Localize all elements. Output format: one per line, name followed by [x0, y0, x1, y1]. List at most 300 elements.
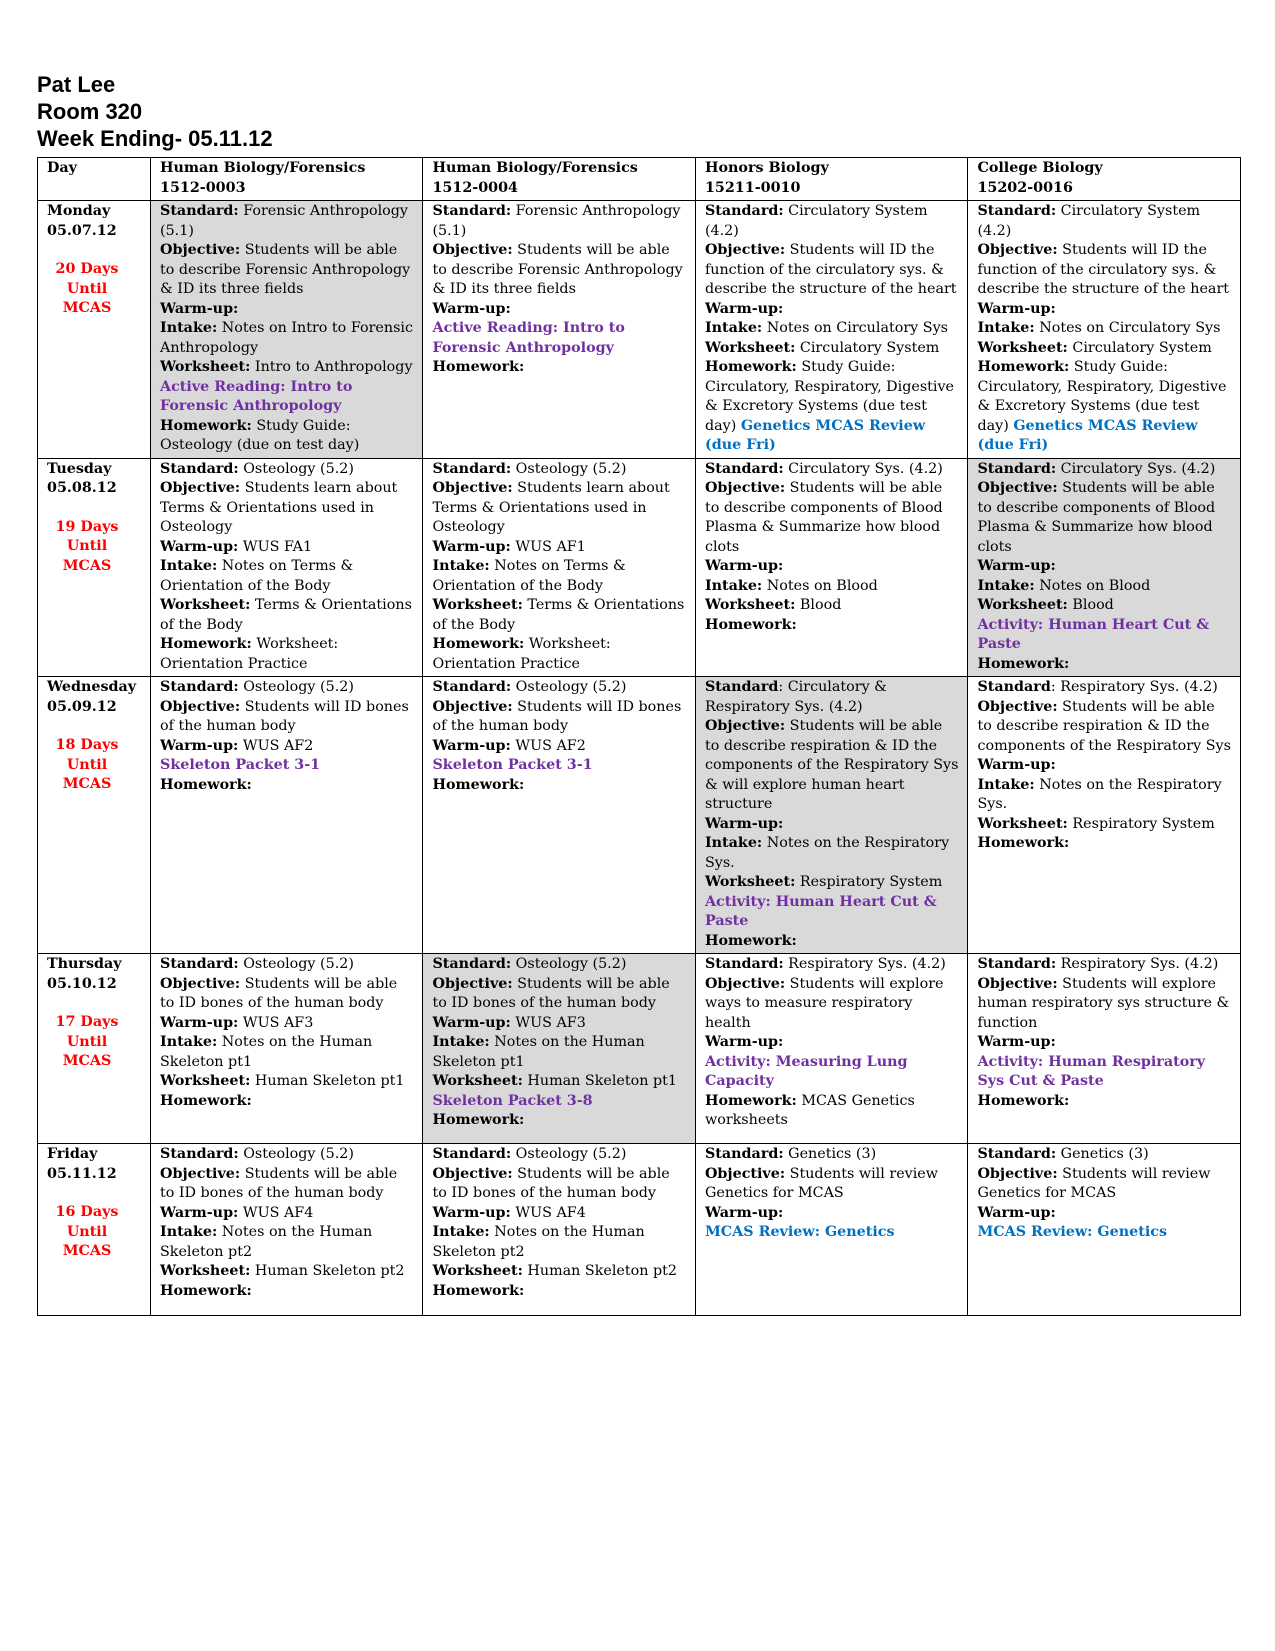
lesson-line: [432, 737, 685, 757]
lesson-line: [160, 678, 413, 698]
lesson-line: [432, 358, 685, 378]
lesson-cell: [151, 1144, 423, 1316]
field-label: Warm-up:: [160, 1014, 239, 1031]
highlight-text: Active Reading: Intro to Forensic Anthropology: [432, 320, 625, 356]
lesson-line: [160, 955, 413, 975]
field-label: Standard:: [977, 203, 1057, 219]
day-cell: [38, 1144, 151, 1316]
field-label: Objective:: [704, 480, 786, 496]
field-value: Human Skeleton pt1: [522, 1073, 677, 1089]
lesson-line: [977, 1092, 1231, 1112]
lesson-line: [705, 557, 958, 577]
field-label: Objective:: [432, 480, 513, 496]
field-value: Osteology (5.2): [511, 460, 627, 477]
column-code: 1512-0004: [432, 179, 519, 196]
teacher-name: Pat Lee: [37, 72, 116, 97]
lesson-cell: [423, 201, 695, 459]
field-value: Notes on the Human Skeleton pt2: [160, 1224, 373, 1260]
lesson-line: [705, 1053, 958, 1092]
field-value: Students will be able to describe respiration & ID the components of the Respiratory Sys & will explore human heart structure: [704, 718, 959, 812]
lesson-line: [705, 893, 958, 932]
lesson-line: [432, 1223, 685, 1262]
lesson-line: [705, 873, 958, 893]
field-label: Objective:: [160, 480, 241, 496]
field-value: Circulatory System: [795, 339, 940, 356]
field-value: Notes on the Human Skeleton pt1: [432, 1034, 645, 1070]
field-value: Notes on Blood: [762, 577, 878, 594]
field-value: Respiratory System: [1067, 815, 1215, 832]
field-value: Osteology (5.2): [238, 956, 354, 972]
lesson-line: [705, 1165, 958, 1204]
field-value: WUS AF2: [238, 737, 314, 754]
field-label: Standard: [977, 679, 1051, 695]
lesson-line: [160, 1204, 413, 1224]
day-name: Thursday: [47, 956, 122, 972]
countdown-label: Until MCAS: [62, 756, 112, 792]
lesson-line: [432, 1014, 685, 1034]
lesson-line: [160, 596, 413, 635]
field-label: Standard:: [977, 956, 1057, 972]
field-label: Objective:: [977, 1165, 1058, 1182]
field-value: Circulatory System (4.2): [704, 203, 928, 239]
field-value: Circulatory Sys. (4.2): [1056, 460, 1216, 477]
field-label: Homework:: [977, 655, 1070, 672]
field-value: Osteology (5.2): [238, 460, 354, 477]
header-row: [38, 158, 1241, 201]
field-value: Osteology (5.2): [511, 1146, 627, 1162]
lesson-line: [705, 577, 958, 597]
field-label: Standard:: [160, 203, 239, 219]
lesson-cell: [151, 677, 423, 954]
lesson-line: [977, 616, 1231, 655]
field-value: Circulatory System (4.2): [977, 203, 1201, 239]
field-label: Homework:: [432, 359, 525, 375]
countdown-days: 19 Days: [55, 518, 119, 535]
field-label: Homework:: [977, 359, 1070, 375]
lesson-cell: [695, 1144, 967, 1316]
lesson-line: [160, 300, 413, 320]
lesson-line: [160, 698, 413, 737]
lesson-cell: [968, 458, 1241, 677]
field-label: Standard:: [977, 1146, 1057, 1162]
lesson-line: [432, 678, 685, 698]
field-value: Human Skeleton pt1: [250, 1073, 405, 1089]
field-label: Standard:: [704, 460, 784, 477]
lesson-line: [705, 479, 958, 557]
field-value: MCAS Genetics worksheets: [704, 1092, 915, 1128]
field-label: Worksheet:: [160, 1073, 251, 1089]
field-value: Terms & Orientations of the Body: [160, 597, 412, 633]
field-label: Warm-up:: [432, 300, 511, 317]
field-label: Warm-up:: [160, 300, 239, 317]
lesson-line: [977, 655, 1231, 675]
field-label: Homework:: [432, 1112, 525, 1128]
lesson-line: [977, 756, 1231, 776]
lesson-cell: [695, 954, 967, 1144]
lesson-line: [705, 678, 958, 717]
field-label: Worksheet:: [160, 359, 251, 375]
lesson-line: [432, 776, 685, 796]
column-code: 15202-0016: [977, 179, 1073, 196]
field-value: Osteology (5.2): [238, 679, 354, 695]
lesson-line: [977, 955, 1231, 975]
field-value: Blood: [1067, 597, 1114, 613]
lesson-line: [705, 300, 958, 320]
document-header: [37, 71, 273, 152]
day-row: [38, 458, 1241, 677]
lesson-line: [432, 479, 685, 538]
field-label: Intake:: [432, 558, 490, 574]
lesson-line: [705, 1223, 958, 1243]
day-date: 05.08.12: [47, 480, 117, 496]
lesson-line: [160, 737, 413, 757]
lesson-cell: [423, 954, 695, 1144]
field-label: Warm-up:: [704, 1034, 784, 1050]
field-label: Standard:: [432, 460, 512, 477]
day-row: [38, 954, 1241, 1144]
column-title: Honors Biology: [704, 160, 829, 176]
lesson-line: [432, 1204, 685, 1224]
lesson-line: [432, 1092, 685, 1112]
field-label: Standard:: [977, 460, 1057, 477]
field-value: Students will explore human respiratory sys structure & function: [977, 975, 1230, 1031]
field-label: Intake:: [432, 1224, 490, 1240]
field-label: Warm-up:: [977, 1034, 1056, 1050]
field-label: Homework:: [432, 776, 525, 793]
lesson-line: [160, 635, 413, 674]
field-value: Students will be able to describe Forensic Anthropology & ID its three fields: [160, 242, 411, 297]
lesson-line: [160, 358, 413, 378]
lesson-line: [160, 776, 413, 796]
field-label: Worksheet:: [160, 597, 251, 613]
lesson-plan-body: [38, 201, 1241, 1316]
field-value: Notes on Circulatory Sys: [762, 320, 948, 336]
lesson-line: [432, 1072, 685, 1092]
lesson-line: [432, 1033, 685, 1072]
lesson-line: [705, 339, 958, 359]
lesson-line: [432, 1262, 685, 1282]
mcas-countdown: [47, 1203, 141, 1262]
field-label: Worksheet:: [977, 339, 1068, 356]
field-label: Standard:: [432, 956, 512, 972]
highlight-text: Skeleton Packet 3-1: [160, 757, 321, 773]
field-label: Homework:: [704, 1092, 797, 1109]
field-label: Objective:: [160, 1165, 241, 1182]
lesson-line: [977, 975, 1231, 1034]
field-label: Warm-up:: [160, 1204, 239, 1221]
lesson-line: [705, 1092, 958, 1131]
field-value: Study Guide: Osteology (due on test day): [160, 417, 360, 453]
field-value: Students will ID the function of the circulatory sys. & describe the structure of the heart: [704, 242, 957, 297]
lesson-cell: [968, 1144, 1241, 1316]
field-value: Students will be able to describe components of Blood Plasma & Summarize how blood clots: [977, 480, 1216, 555]
mcas-countdown: [47, 260, 141, 319]
field-label: Standard:: [432, 203, 512, 219]
lesson-line: [160, 479, 413, 538]
highlight-text: Activity: Human Heart Cut & Paste: [977, 616, 1210, 652]
lesson-line: [977, 596, 1231, 616]
field-label: Intake:: [704, 320, 763, 336]
field-value: Students will review Genetics for MCAS: [704, 1165, 939, 1201]
day-name: Friday: [47, 1146, 98, 1162]
field-value: Circulatory Sys. (4.2): [783, 460, 943, 477]
field-label: Intake:: [432, 1034, 490, 1050]
field-value: Intro to Anthropology: [250, 359, 413, 375]
field-label: Homework:: [432, 1282, 525, 1299]
field-value: WUS AF4: [510, 1204, 586, 1221]
highlight-text: Skeleton Packet 3-1: [432, 757, 593, 773]
field-label: Warm-up:: [977, 757, 1056, 773]
field-value: Respiratory System: [795, 874, 943, 890]
week-ending: Week Ending- 05.11.12: [37, 126, 273, 151]
day-date: 05.10.12: [47, 975, 117, 992]
field-label: Standard:: [432, 679, 512, 695]
field-value: Notes on Terms & Orientation of the Body: [160, 558, 354, 594]
lesson-line: [432, 756, 685, 776]
column-title: College Biology: [977, 160, 1103, 176]
lesson-line: [977, 557, 1231, 577]
lesson-line: [432, 1145, 685, 1165]
highlight-text: Activity: Human Respiratory Sys Cut & Paste: [977, 1053, 1206, 1089]
field-value: Students will review Genetics for MCAS: [977, 1165, 1211, 1201]
highlight-text: Activity: Measuring Lung Capacity: [704, 1053, 908, 1089]
field-label: Objective:: [977, 698, 1058, 715]
field-value: Respiratory Sys. (4.2): [783, 956, 946, 972]
field-label: Standard:: [704, 956, 784, 972]
lesson-plan-table: [37, 157, 1241, 1316]
lesson-line: [160, 1282, 413, 1302]
countdown-label: Until MCAS: [62, 1223, 112, 1259]
field-label: Objective:: [160, 242, 241, 258]
lesson-line: [160, 241, 413, 300]
column-header-day: [38, 158, 151, 201]
lesson-line: [705, 1145, 958, 1165]
lesson-line: [705, 815, 958, 835]
lesson-line: [432, 1165, 685, 1204]
lesson-line: [160, 1145, 413, 1165]
field-label: Worksheet:: [977, 597, 1068, 613]
lesson-line: [160, 1092, 413, 1112]
field-label: Worksheet:: [977, 815, 1068, 832]
field-label: Intake:: [704, 577, 763, 594]
field-value: : Respiratory Sys. (4.2): [1050, 679, 1218, 695]
day-cell: [38, 954, 151, 1144]
lesson-line: [977, 776, 1231, 815]
field-value: Notes on the Human Skeleton pt2: [432, 1224, 645, 1260]
lesson-line: [160, 202, 413, 241]
highlight-text: MCAS Review: Genetics: [977, 1224, 1168, 1240]
field-value: Osteology (5.2): [511, 679, 627, 695]
day-name: Monday: [47, 203, 111, 219]
field-label: Objective:: [704, 975, 786, 992]
lesson-line: [432, 319, 685, 358]
field-label: Intake:: [977, 577, 1035, 594]
field-value: Students learn about Terms & Orientations used in Osteology: [432, 480, 670, 535]
field-label: Intake:: [160, 1224, 218, 1240]
lesson-line: [432, 1282, 685, 1302]
field-value: Osteology (5.2): [511, 956, 627, 972]
lesson-line: [977, 1053, 1231, 1092]
field-value: Circulatory System: [1067, 339, 1212, 356]
field-value: Worksheet: Orientation Practice: [432, 636, 611, 672]
day-row: [38, 677, 1241, 954]
field-label: Standard:: [704, 203, 784, 219]
lesson-line: [977, 300, 1231, 320]
field-value: Respiratory Sys. (4.2): [1056, 956, 1219, 972]
field-label: Homework:: [160, 636, 252, 652]
lesson-line: [977, 460, 1231, 480]
lesson-line: [977, 479, 1231, 557]
field-value: : Circulatory & Respiratory Sys. (4.2): [704, 679, 887, 715]
lesson-cell: [151, 458, 423, 677]
lesson-cell: [695, 458, 967, 677]
field-label: Objective:: [977, 975, 1058, 992]
field-value: Students will explore ways to measure respiratory health: [704, 975, 944, 1031]
field-value: Students will be able to ID bones of the human body: [160, 1165, 398, 1201]
field-value: Study Guide: Circulatory, Respiratory, Digestive & Excretory Systems (due test day): [977, 359, 1227, 434]
day-row: [38, 1144, 1241, 1316]
lesson-line: [160, 1072, 413, 1092]
field-value: Students will ID bones of the human body: [160, 698, 409, 734]
field-label: Standard:: [160, 956, 239, 972]
column-title: Day: [47, 160, 77, 176]
lesson-line: [432, 975, 685, 1014]
day-cell: [38, 458, 151, 677]
lesson-line: [977, 698, 1231, 757]
lesson-line: [160, 1033, 413, 1072]
field-label: Warm-up:: [704, 558, 784, 574]
field-label: Warm-up:: [704, 1204, 784, 1221]
lesson-line: [432, 557, 685, 596]
field-label: Worksheet:: [704, 339, 796, 356]
day-row: [38, 201, 1241, 459]
countdown-label: Until MCAS: [62, 280, 112, 316]
field-label: Warm-up:: [160, 737, 239, 754]
lesson-line: [432, 538, 685, 558]
column-header-course: [968, 158, 1241, 201]
field-value: Notes on the Human Skeleton pt1: [160, 1034, 373, 1070]
lesson-cell: [968, 954, 1241, 1144]
lesson-line: [432, 955, 685, 975]
field-value: Genetics (3): [1056, 1146, 1149, 1162]
lesson-line: [432, 202, 685, 241]
lesson-line: [977, 1165, 1231, 1204]
lesson-line: [160, 378, 413, 417]
lesson-line: [705, 460, 958, 480]
field-label: Standard:: [160, 679, 239, 695]
field-label: Homework:: [704, 359, 797, 375]
lesson-line: [705, 975, 958, 1034]
mcas-countdown: [47, 518, 141, 577]
field-label: Homework:: [704, 616, 797, 633]
day-date: 05.07.12: [47, 222, 117, 239]
lesson-line: [705, 616, 958, 636]
countdown-label: Until MCAS: [62, 538, 112, 574]
field-value: Students will ID the function of the circulatory sys. & describe the structure of the heart: [977, 242, 1230, 297]
lesson-line: [977, 202, 1231, 241]
field-label: Intake:: [160, 1034, 218, 1050]
lesson-line: [160, 417, 413, 456]
lesson-line: [977, 319, 1231, 339]
lesson-line: [160, 975, 413, 1014]
field-value: Terms & Orientations of the Body: [432, 597, 685, 633]
lesson-line: [705, 241, 958, 300]
field-label: Standard:: [160, 460, 239, 477]
lesson-line: [432, 1111, 685, 1131]
column-code: 15211-0010: [704, 179, 801, 196]
lesson-line: [432, 300, 685, 320]
lesson-line: [432, 596, 685, 635]
day-name: Tuesday: [47, 460, 112, 477]
column-header-course: [423, 158, 695, 201]
lesson-line: [160, 557, 413, 596]
field-value: Human Skeleton pt2: [250, 1263, 405, 1279]
field-value: Forensic Anthropology (5.1): [432, 203, 681, 239]
field-label: Warm-up:: [977, 1204, 1056, 1221]
lesson-line: [160, 1165, 413, 1204]
field-label: Standard:: [704, 1146, 784, 1162]
field-label: Objective:: [977, 480, 1058, 496]
field-value: Students will be able to describe Forensic Anthropology & ID its three fields: [432, 242, 683, 297]
lesson-line: [160, 1014, 413, 1034]
column-code: 1512-0003: [160, 179, 246, 196]
lesson-line: [432, 241, 685, 300]
lesson-line: [705, 834, 958, 873]
field-label: Warm-up:: [432, 1014, 511, 1031]
field-label: Warm-up:: [432, 1204, 511, 1221]
field-label: Worksheet:: [704, 597, 796, 613]
lesson-line: [705, 1204, 958, 1224]
field-label: Homework:: [160, 776, 252, 793]
highlight-text: MCAS Review: Genetics: [704, 1224, 895, 1240]
countdown-days: 18 Days: [55, 737, 119, 753]
field-value: Notes on the Respiratory Sys.: [704, 835, 950, 871]
mcas-countdown: [47, 736, 141, 795]
field-label: Worksheet:: [432, 1073, 523, 1089]
field-label: Objective:: [704, 718, 786, 734]
countdown-days: 20 Days: [55, 261, 119, 277]
field-label: Intake:: [977, 776, 1035, 793]
lesson-cell: [695, 677, 967, 954]
lesson-line: [977, 834, 1231, 854]
lesson-line: [977, 241, 1231, 300]
field-label: Warm-up:: [704, 300, 784, 317]
lesson-line: [705, 596, 958, 616]
lesson-cell: [423, 1144, 695, 1316]
field-label: Standard: [704, 679, 779, 695]
field-value: WUS AF2: [510, 737, 586, 754]
field-label: Homework:: [977, 1092, 1070, 1109]
day-date: 05.11.12: [47, 1165, 117, 1182]
field-value: WUS AF3: [510, 1014, 586, 1031]
lesson-line: [160, 538, 413, 558]
lesson-cell: [423, 677, 695, 954]
field-label: Warm-up:: [160, 538, 239, 555]
lesson-cell: [151, 954, 423, 1144]
field-value: Notes on Terms & Orientation of the Body: [432, 558, 626, 594]
lesson-line: [977, 577, 1231, 597]
field-value: Students will ID bones of the human body: [432, 698, 682, 734]
lesson-cell: [151, 201, 423, 459]
field-value: Notes on Intro to Forensic Anthropology: [160, 320, 413, 356]
lesson-cell: [423, 458, 695, 677]
highlight-text: Genetics MCAS Review (due Fri): [977, 417, 1198, 453]
lesson-line: [705, 932, 958, 952]
lesson-line: [160, 460, 413, 480]
field-label: Intake:: [160, 320, 218, 336]
column-header-course: [695, 158, 967, 201]
field-label: Homework:: [704, 932, 797, 949]
